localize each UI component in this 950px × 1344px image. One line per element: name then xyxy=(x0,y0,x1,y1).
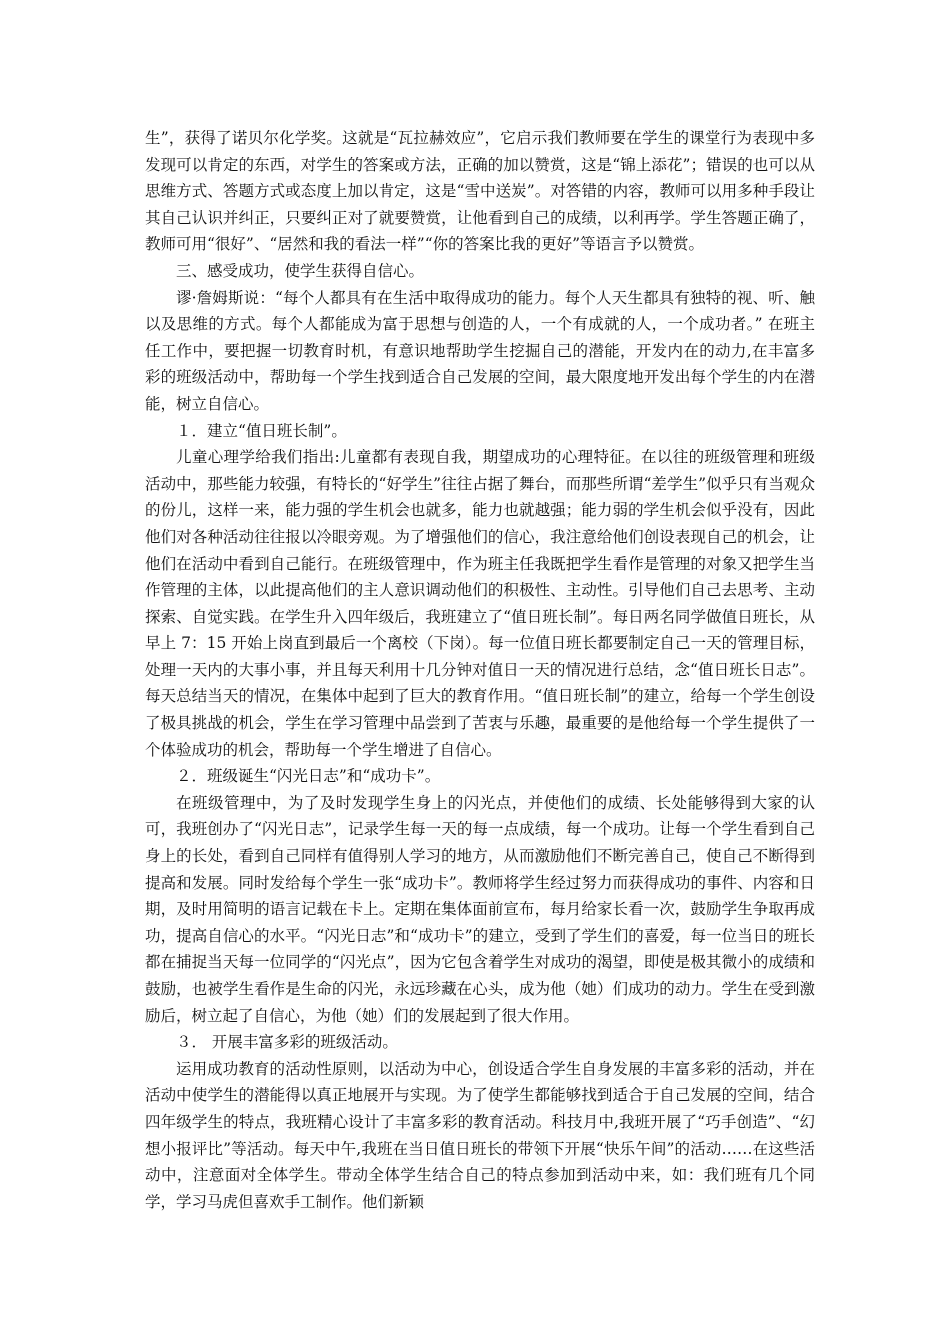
paragraph: 在班级管理中，为了及时发现学生身上的闪光点，并使他们的成绩、长处能够得到大家的认可，我班创办了“闪光日志”，记录学生每一天的每一点成绩，每一个成功。让每一个学生看到自己身上的长处，看到自己同样有值得别人学习的地方，从而激励他们不断完善自己，使自己不断得到提高和发展。同时发给每个学生一张“成功卡”。教师将学生经过努力而获得成功的事件、内容和日期，及时用简明的语言记载在卡上。定期在集体面前宣布，每月给家长看一次，鼓励学生争取再成功，提高自信心的水平。“闪光日志”和“成功卡”的建立，受到了学生们的喜爱，每一位当日的班长都在捕捉当天每一位同学的“闪光点”，因为它包含着学生对成功的渴望，即使是极其微小的成绩和鼓励，也被学生看作是生命的闪光，永远珍藏在心头，成为他（她）们成功的动力。学生在受到激励后，树立起了自信心，为他（她）们的发展起到了很大作用。 xyxy=(145,793,815,1025)
paragraph: 运用成功教育的活动性原则，以活动为中心，创设适合学生自身发展的丰富多彩的活动，并在活动中使学生的潜能得以真正地展开与实现。为了使学生都能够找到适合于自己发展的空间，结合四年级学生的特点，我班精心设计了丰富多彩的教育活动。科技月中,我班开展了“巧手创造”、“幻想小报评比”等活动。每天中午,我班在当日值日班长的带领下开展“快乐午间”的活动……在这些活动中，注意面对全体学生。带动全体学生结合自己的特点参加到活动中来，如：我们班有几个同学，学习马虎但喜欢手工制作。他们新颖 xyxy=(145,1059,815,1211)
section-heading-3: 三、感受成功，使学生获得自信心。 xyxy=(176,261,425,280)
paragraph: 谬·詹姆斯说：“每个人都具有在生活中取得成功的能力。每个人天生都具有独特的视、听、触以及思维的方式。每个人都能成为富于思想与创造的人，一个有成就的人，一个成功者。” 在班主任工作中，要把握一切教育时机，有意识地帮助学生挖掘自己的潜能，开发内在的动力,在丰富多彩的班级活动中，帮助每一个学生找到适合自己发展的空间，最大限度地开发出每个学生的内在潜能，树立自信心。 xyxy=(145,288,815,413)
subsection-heading-3: ３． 开展丰富多彩的班级活动。 xyxy=(176,1033,398,1052)
subsection-heading-1: １．建立“值日班长制”。 xyxy=(176,421,347,440)
subsection-heading-2: ２．班级诞生“闪光日志”和“成功卡”。 xyxy=(176,767,441,786)
paragraph: 儿童心理学给我们指出:儿童都有表现自我，期望成功的心理特征。在以往的班级管理和班级活动中，那些能力较强，有特长的“好学生”往往占据了舞台，而那些所谓“差学生”似乎只有当观众的份儿，这样一来，能力强的学生机会也就多，能力也就越强；能力弱的学生机会似乎没有，因此他们对各种活动往往报以冷眼旁观。为了增强他们的信心，我注意给他们创设表现自己的机会，让他们在活动中看到自己能行。在班级管理中，作为班主任我既把学生看作是管理的对象又把学生当作管理的主体，以此提高他们的主人意识调动他们的积极性、主动性。引导他们自己去思考、主动探索、自觉实践。在学生升入四年级后，我班建立了“值日班长制”。每日两名同学做值日班长，从早上 7：15 开始上岗直到最后一个离校（下岗）。每一位值日班长都要制定自己一天的管理目标，处理一天内的大事小事，并且每天利用十几分钟对值日一天的情况进行总结，念“值日班长日志”。每天总结当天的情况，在集体中起到了巨大的教育作用。“值日班长制”的建立，给每一个学生创设了极具挑战的机会，学生在学习管理中品尝到了苦衷与乐趣，最重要的是他给每一个学生提供了一个体验成功的机会，帮助每一个学生增进了自信心。 xyxy=(145,448,815,759)
paragraph-continued: 生”，获得了诺贝尔化学奖。这就是“瓦拉赫效应”，它启示我们教师要在学生的课堂行为表现中多发现可以肯定的东西，对学生的答案或方法，正确的加以赞赏，这是“锦上添花”；错误的也可以从思维方式、答题方式或态度上加以肯定，这是“雪中送炭”。对答错的内容，教师可以用多种手段让其自己认识并纠正，只要纠正对了就要赞赏，让他看到自己的成绩，以利再学。学生答题正确了，教师可用“很好”、“居然和我的看法一样”“你的答案比我的更好”等语言予以赞赏。 xyxy=(145,129,815,254)
document-body xyxy=(145,125,815,1215)
